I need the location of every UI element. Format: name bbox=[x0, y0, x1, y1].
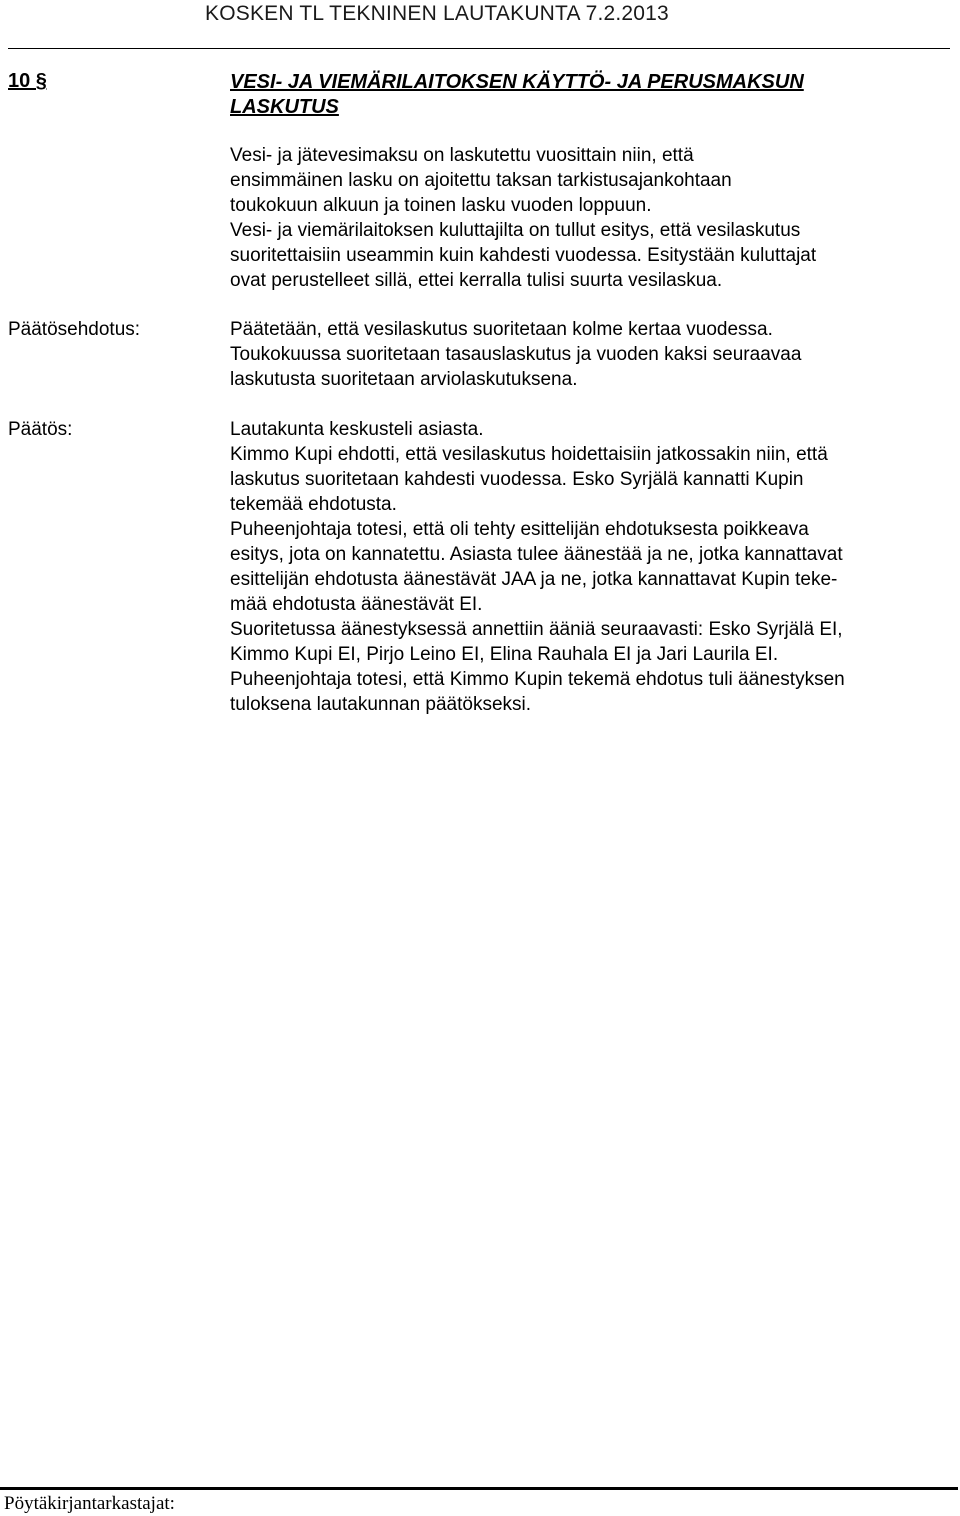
document-header-title: KOSKEN TL TEKNINEN LAUTAKUNTA 7.2.2013 bbox=[205, 2, 669, 25]
item-title-line: VESI- JA VIEMÄRILAITOKSEN KÄYTTÖ- JA PERUSMAKSUN bbox=[230, 71, 804, 93]
text-line: esittelijän ehdotusta äänestävät JAA ja ne, jotka kannattavat Kupin teke- bbox=[230, 569, 838, 590]
text-line: Puheenjohtaja totesi, että oli tehty esittelijän ehdotuksesta poikkeava bbox=[230, 519, 809, 540]
text-line: Puheenjohtaja totesi, että Kimmo Kupin tekemä ehdotus tuli äänestyksen bbox=[230, 669, 845, 690]
item-title bbox=[230, 70, 930, 120]
text-line: Päätetään, että vesilaskutus suoritetaan kolme kertaa vuodessa. bbox=[230, 319, 773, 340]
text-line: mää ehdotusta äänestävät EI. bbox=[230, 594, 483, 615]
text-line: suoritettaisiin useammin kuin kahdesti vuodessa. Esitystään kuluttajat bbox=[230, 245, 817, 266]
text-line: ensimmäinen lasku on ajoitettu taksan tarkistusajankohtaan bbox=[230, 170, 732, 191]
decision-label: Päätös: bbox=[8, 419, 73, 440]
decision-text bbox=[230, 417, 950, 717]
text-line: toukokuun alkuun ja toinen lasku vuoden loppuun. bbox=[230, 195, 652, 216]
item-title-line: LASKUTUS bbox=[230, 96, 339, 118]
footer-label: Pöytäkirjantarkastajat: bbox=[4, 1493, 175, 1514]
header-divider bbox=[8, 48, 950, 49]
text-line: ovat perustelleet sillä, ettei kerralla tulisi suurta vesilaskua. bbox=[230, 270, 723, 291]
text-line: tekemää ehdotusta. bbox=[230, 494, 397, 515]
text-line: Vesi- ja jätevesimaksu on laskutettu vuosittain niin, että bbox=[230, 145, 694, 166]
text-line: tuloksena lautakunnan päätökseksi. bbox=[230, 694, 532, 715]
intro-paragraph bbox=[230, 143, 950, 293]
text-line: Suoritetussa äänestyksessä annettiin ääniä seuraavasti: Esko Syrjälä EI, bbox=[230, 619, 843, 640]
text-line: Kimmo Kupi EI, Pirjo Leino EI, Elina Rauhala EI ja Jari Laurila EI. bbox=[230, 644, 779, 665]
footer-divider bbox=[0, 1487, 958, 1490]
proposal-label: Päätösehdotus: bbox=[8, 319, 141, 340]
text-line: Vesi- ja viemärilaitoksen kuluttajilta on tullut esitys, että vesilaskutus bbox=[230, 220, 801, 241]
text-line: laskutus suoritetaan kahdesti vuodessa. Esko Syrjälä kannatti Kupin bbox=[230, 469, 804, 490]
text-line: Toukokuussa suoritetaan tasauslaskutus ja vuoden kaksi seuraavaa bbox=[230, 344, 802, 365]
text-line: Lautakunta keskusteli asiasta. bbox=[230, 419, 484, 440]
text-line: Kimmo Kupi ehdotti, että vesilaskutus hoidettaisiin jatkossakin niin, että bbox=[230, 444, 828, 465]
text-line: laskutusta suoritetaan arviolaskutuksena. bbox=[230, 369, 578, 390]
item-number: 10 § bbox=[8, 70, 47, 92]
text-line: esitys, jota on kannatettu. Asiasta tulee äänestää ja ne, jotka kannattavat bbox=[230, 544, 843, 565]
proposal-text bbox=[230, 317, 950, 392]
